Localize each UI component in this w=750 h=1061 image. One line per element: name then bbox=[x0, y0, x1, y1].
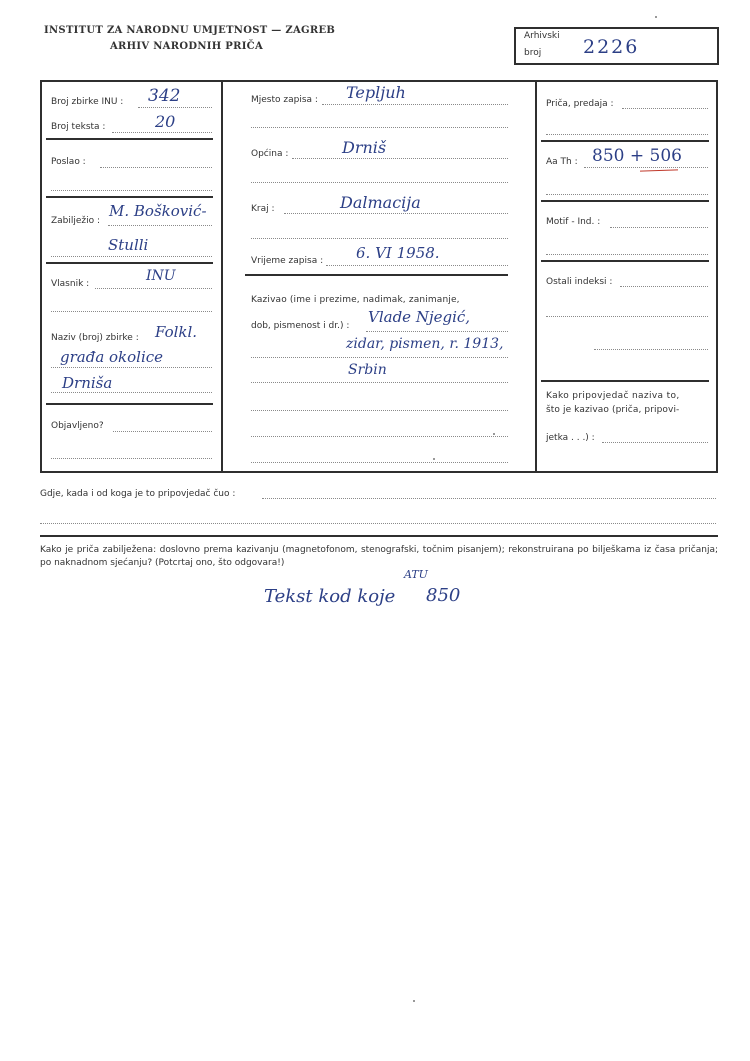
handwritten-note-superscript: ATU bbox=[404, 568, 428, 581]
archive-number-label-1: Arhivski bbox=[524, 31, 560, 41]
municipality-value: Drniš bbox=[342, 138, 387, 157]
text-number-label: Broj teksta : bbox=[51, 122, 106, 132]
story-label: Priča, predaja : bbox=[546, 99, 614, 109]
divider-left bbox=[221, 80, 223, 473]
paper-speck bbox=[655, 16, 657, 18]
collection-name-value-1: Folkl. bbox=[155, 323, 198, 341]
narrator-term-label-3: jetka . . .) : bbox=[546, 433, 595, 443]
aath-value: 850 + 506 bbox=[592, 146, 682, 166]
narrator-value-1: Vlade Njegić, bbox=[368, 308, 471, 326]
narrator-value-2: zidar, pismen, r. 1913, bbox=[346, 336, 504, 352]
narrator-label-1: Kazivao (ime i prezime, nadimak, zanimanje, bbox=[251, 295, 460, 305]
narrator-label-2: dob, pismenost i dr.) : bbox=[251, 321, 350, 331]
narrator-value-3: Srbin bbox=[348, 362, 387, 378]
handwritten-note: Tekst kod koje bbox=[264, 586, 396, 607]
recording-method-text: Kako je priča zabilježena: doslovno prema kazivanju (magnetofonom, stenografski, točnim pisanjem); rekonstruirana po bilješkama iz časa pričanja; po naknadnom sjećanju? (Potcrtaj ono, što odgovara!) bbox=[40, 545, 718, 568]
owner-label: Vlasnik : bbox=[51, 279, 90, 289]
handwritten-note-number: 850 bbox=[426, 585, 461, 606]
published-label: Objavljeno? bbox=[51, 421, 104, 431]
paper-speck bbox=[493, 433, 495, 435]
text-number-value: 20 bbox=[155, 112, 176, 131]
collection-name-value-2: građa okolice bbox=[60, 348, 164, 366]
collection-number-value: 342 bbox=[148, 86, 181, 106]
archive-number-value: 2226 bbox=[583, 36, 640, 58]
owner-value: INU bbox=[146, 268, 176, 284]
collection-name-label: Naziv (broj) zbirke : bbox=[51, 333, 139, 343]
archive-number-label-2: broj bbox=[524, 48, 542, 58]
sender-label: Poslao : bbox=[51, 157, 86, 167]
municipality-label: Općina : bbox=[251, 149, 289, 159]
region-value: Dalmacija bbox=[340, 193, 421, 212]
divider-right bbox=[535, 80, 537, 473]
recorder-value-1: M. Bošković- bbox=[109, 202, 207, 220]
paper-speck bbox=[413, 1000, 415, 1002]
collection-name-value-3: Drniša bbox=[62, 374, 113, 392]
date-label: Vrijeme zapisa : bbox=[251, 256, 324, 266]
recorder-label: Zabilježio : bbox=[51, 216, 101, 226]
narrator-term-label-1: Kako pripovjedač naziva to, bbox=[546, 391, 680, 401]
motif-label: Motif - Ind. : bbox=[546, 217, 601, 227]
institute-title: INSTITUT ZA NARODNU UMJETNOST — ZAGREB bbox=[44, 25, 336, 36]
place-label: Mjesto zapisa : bbox=[251, 95, 318, 105]
archive-title: ARHIV NARODNIH PRIČA bbox=[110, 41, 264, 52]
other-indexes-label: Ostali indeksi : bbox=[546, 277, 613, 287]
where-heard-label: Gdje, kada i od koga je to pripovjedač čuo : bbox=[40, 489, 236, 499]
collection-number-label: Broj zbirke INU : bbox=[51, 97, 124, 107]
date-value: 6. VI 1958. bbox=[356, 244, 440, 262]
paper-speck bbox=[433, 458, 435, 460]
aath-label: Aa Th : bbox=[546, 157, 578, 167]
region-label: Kraj : bbox=[251, 204, 275, 214]
recorder-value-2: Stulli bbox=[108, 236, 149, 254]
narrator-term-label-2: što je kazivao (priča, pripovi- bbox=[546, 405, 680, 415]
place-value: Tepljuh bbox=[346, 83, 406, 102]
